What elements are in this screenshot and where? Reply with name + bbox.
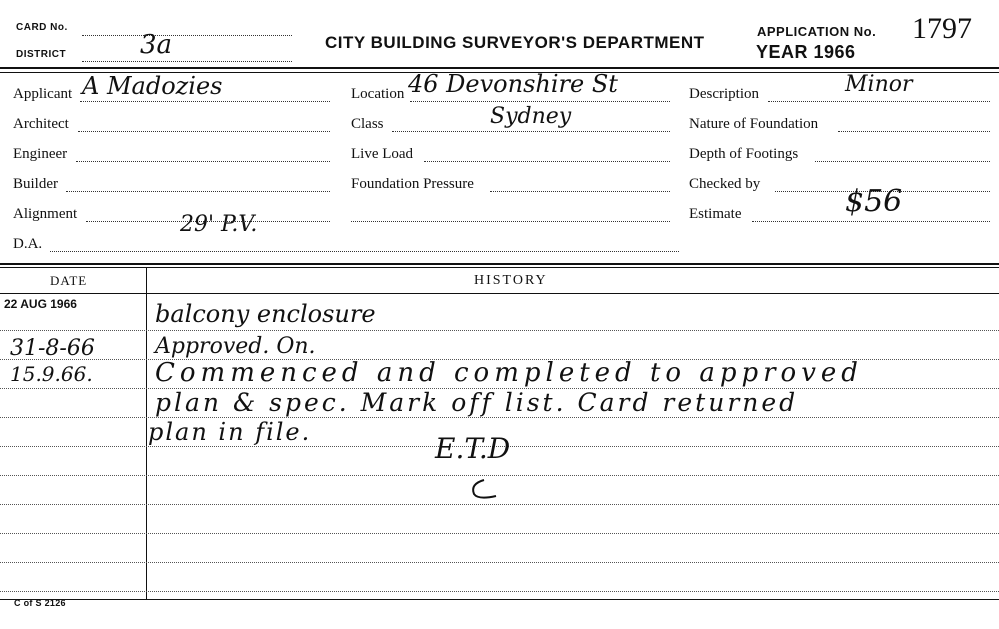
history-top-rule — [0, 263, 999, 265]
da-line — [50, 251, 679, 252]
live-load-label: Live Load — [351, 146, 414, 162]
applicant-line — [80, 101, 330, 102]
architect-line — [78, 131, 330, 132]
history-date-stamp: 22 AUG 1966 — [4, 297, 77, 311]
header-rule — [0, 67, 999, 69]
class-line — [392, 131, 670, 132]
checked-by-label: Checked by — [689, 176, 761, 192]
district-value: 3a — [140, 30, 173, 60]
estimate-value: $56 — [845, 184, 903, 219]
history-top-rule-thin — [0, 267, 999, 268]
history-line — [0, 591, 999, 592]
location-value: 46 Devonshire St — [408, 70, 618, 98]
foundation-pressure-label: Foundation Pressure — [351, 176, 474, 192]
history-text: plan in file. — [148, 418, 312, 446]
history-text: Approved. On. — [155, 334, 316, 359]
depth-footings-label: Depth of Footings — [689, 146, 799, 162]
builder-line — [66, 191, 330, 192]
card-no-line — [82, 35, 292, 36]
estimate-line — [752, 221, 990, 222]
history-line — [0, 330, 999, 331]
signature-flourish — [466, 478, 506, 507]
foundation-pressure-line — [490, 191, 670, 192]
history-line — [0, 562, 999, 563]
date-header: DATE — [50, 273, 88, 288]
description-line — [768, 101, 990, 102]
description-label: Description — [689, 86, 759, 102]
nature-foundation-line — [838, 131, 990, 132]
engineer-line — [76, 161, 330, 162]
year-label: YEAR 1966 — [756, 42, 856, 62]
history-line — [0, 475, 999, 476]
department-title: CITY BUILDING SURVEYOR'S DEPARTMENT — [325, 33, 705, 52]
card-no-label: CARD No. — [16, 22, 68, 33]
builder-label: Builder — [13, 176, 58, 192]
history-header-rule — [0, 293, 999, 294]
da-label: D.A. — [13, 236, 43, 252]
district-label: DISTRICT — [16, 49, 67, 60]
architect-label: Architect — [13, 116, 69, 132]
history-line — [0, 533, 999, 534]
application-no-value: 1797 — [912, 12, 972, 45]
history-date: 31-8-66 — [10, 336, 95, 361]
class-value: Sydney — [490, 104, 572, 129]
history-text: Commenced and completed to approved — [155, 358, 863, 388]
estimate-label: Estimate — [689, 206, 742, 222]
history-text: balcony enclosure — [155, 300, 376, 328]
applicant-value: A Madozies — [82, 72, 223, 100]
history-initials: E.T.D — [435, 432, 511, 465]
form-code: C of S 2126 — [14, 598, 66, 608]
alignment-value: 29' P.V. — [180, 212, 258, 237]
applicant-label: Applicant — [13, 86, 73, 102]
history-date: 15.9.66. — [10, 362, 93, 386]
col2-blank-line — [351, 221, 670, 222]
history-header: HISTORY — [474, 273, 548, 288]
district-line — [82, 61, 292, 62]
description-value: Minor — [845, 72, 913, 97]
location-label: Location — [351, 86, 405, 102]
date-column-divider — [146, 267, 147, 599]
location-line — [410, 101, 670, 102]
footer-rule — [0, 599, 999, 600]
class-label: Class — [351, 116, 384, 132]
live-load-line — [424, 161, 670, 162]
nature-foundation-label: Nature of Foundation — [689, 116, 819, 132]
depth-footings-line — [815, 161, 990, 162]
application-no-label: APPLICATION No. — [757, 24, 877, 39]
alignment-label: Alignment — [13, 206, 78, 222]
engineer-label: Engineer — [13, 146, 68, 162]
history-text: plan & spec. Mark off list. Card returned — [155, 388, 799, 417]
